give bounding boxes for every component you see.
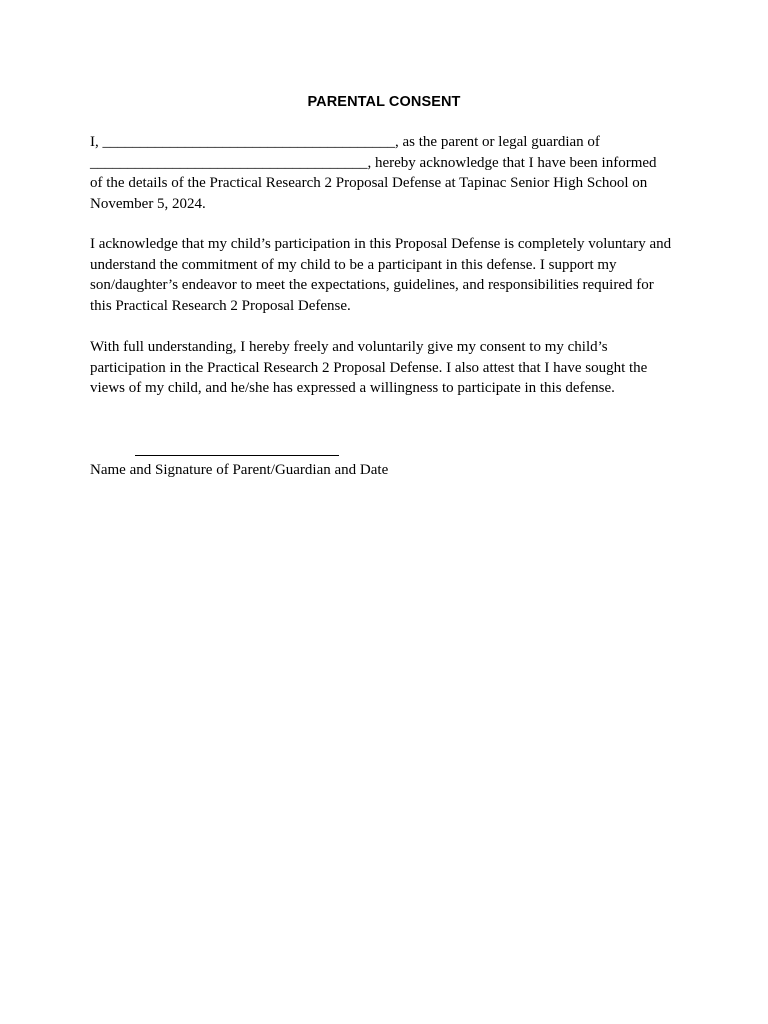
signature-caption: Name and Signature of Parent/Guardian and Date: [90, 462, 389, 478]
paragraph-line: views of my child, and he/she has expressed a willingness to participate in this defense.: [90, 380, 615, 396]
paragraph-line: this Practical Research 2 Proposal Defense.: [90, 297, 351, 314]
paragraph-guardian-acknowledgement: [90, 132, 680, 214]
paragraph-line: I, _______________________________________, as the parent or legal guardian of: [90, 134, 600, 150]
paragraph-line: participation in the Practical Research 2 Proposal Defense. I also attest that I have sought the: [90, 359, 648, 376]
paragraph-consent-statement: [90, 337, 680, 399]
paragraph-line: of the details of the Practical Research 2 Proposal Defense at Tapinac Senior High School on: [90, 175, 648, 191]
paragraph-voluntary-participation: [90, 234, 680, 316]
document-title: PARENTAL CONSENT: [307, 94, 461, 110]
paragraph-line: With full understanding, I hereby freely and voluntarily give my consent to my child’s: [90, 339, 608, 355]
paragraph-line: November 5, 2024.: [90, 195, 206, 212]
signature-line: [135, 455, 339, 456]
paragraph-line: _____________________________________, hereby acknowledge that I have been informed: [90, 154, 657, 171]
paragraph-line: understand the commitment of my child to be a participant in this defense. I support my: [90, 256, 617, 273]
paragraph-line: I acknowledge that my child’s participation in this Proposal Defense is completely voluntary and: [90, 236, 672, 252]
paragraph-line: son/daughter’s endeavor to meet the expectations, guidelines, and responsibilities required for: [90, 277, 654, 293]
